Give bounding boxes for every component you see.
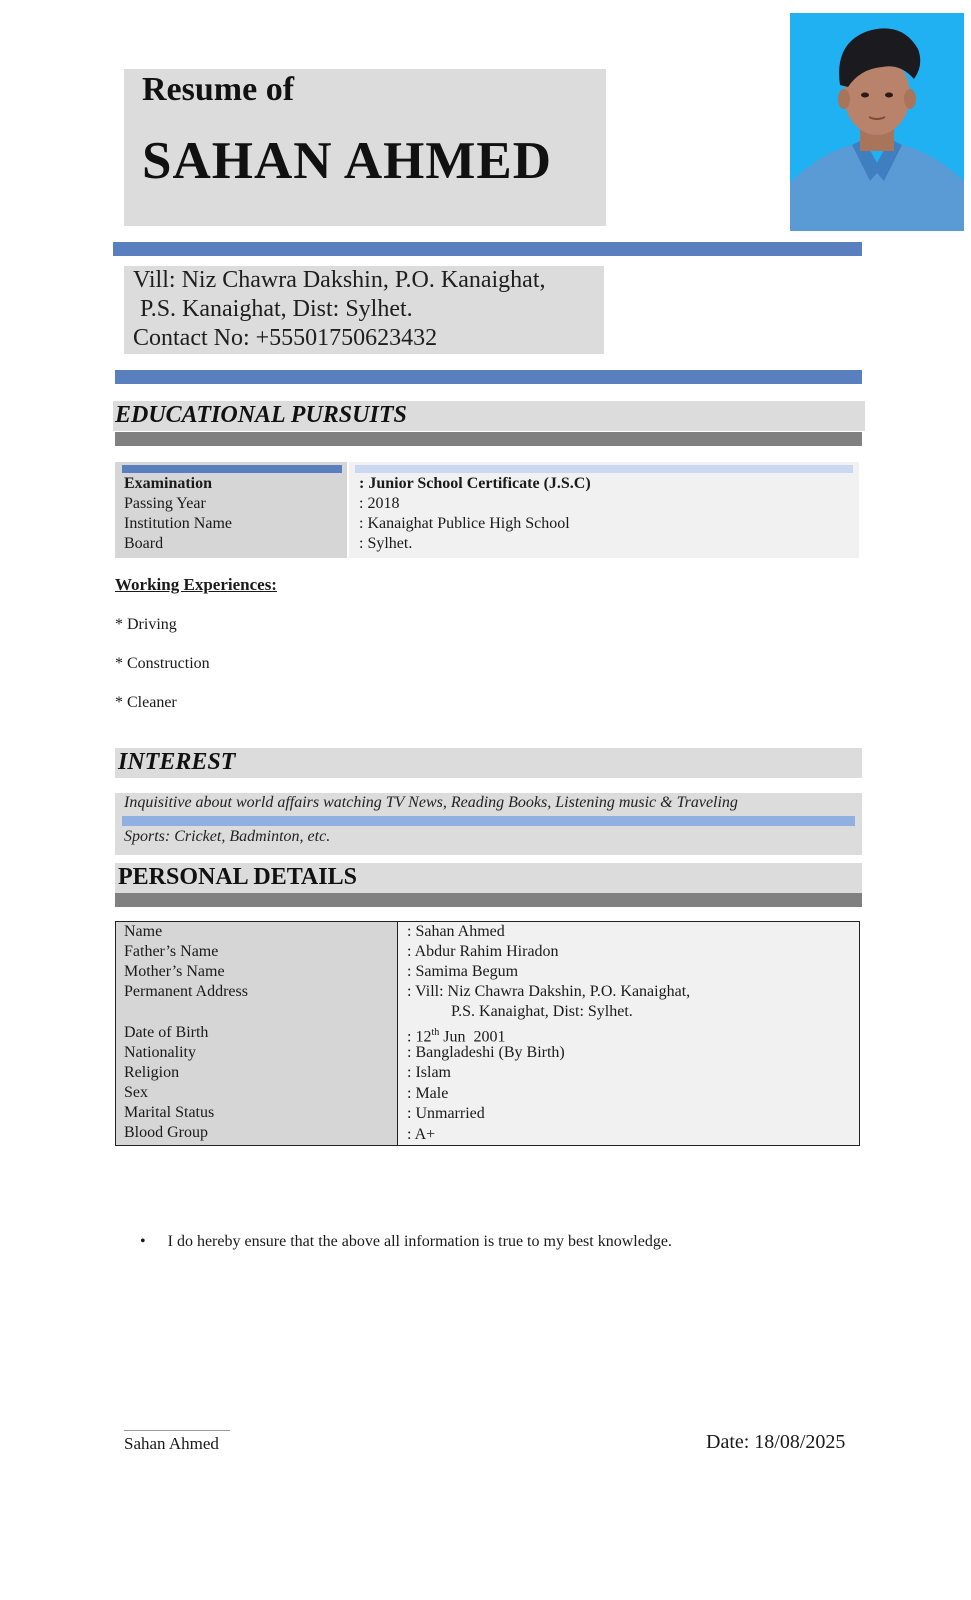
pd-value: : Samima Begum — [407, 963, 519, 980]
divider-bar — [115, 893, 862, 907]
address-line-1: Vill: Niz Chawra Dakshin, P.O. Kanaighat, — [133, 267, 546, 293]
pd-value: P.S. Kanaighat, Dist: Sylhet. — [451, 1003, 633, 1020]
section-title-education: EDUCATIONAL PURSUITS — [115, 402, 407, 428]
declaration — [140, 1233, 672, 1251]
divider-bar — [115, 370, 862, 384]
declaration-text: I do hereby ensure that the above all information is true to my best knowledge. — [167, 1233, 672, 1250]
dob-month-year: Jun 2001 — [439, 1028, 506, 1046]
edu-value: : Kanaighat Publice High School — [359, 515, 570, 532]
pd-label: Religion — [124, 1064, 180, 1081]
pd-value: : Male — [407, 1085, 449, 1102]
work-item: * Construction — [115, 655, 210, 672]
title-box — [124, 69, 606, 226]
accent-strip — [355, 465, 853, 473]
pd-label: Permanent Address — [124, 983, 248, 1000]
section-band-interest — [115, 748, 862, 778]
signature-line — [124, 1430, 230, 1431]
work-item: * Driving — [115, 616, 177, 633]
address-box — [124, 266, 604, 354]
pd-value: : A+ — [407, 1126, 436, 1143]
pd-label: Mother’s Name — [124, 963, 225, 980]
divider-bar — [115, 432, 862, 446]
edu-label: Institution Name — [124, 515, 232, 532]
pd-value: : Islam — [407, 1064, 451, 1081]
pd-label: Nationality — [124, 1044, 196, 1061]
person-photo-icon — [790, 13, 964, 231]
personal-labels — [116, 922, 398, 1145]
interest-line: Inquisitive about world affairs watching TV News, Reading Books, Listening music & Traveling — [124, 794, 738, 811]
pd-label: Blood Group — [124, 1124, 208, 1141]
accent-strip — [122, 816, 855, 826]
address-line-2: P.S. Kanaighat, Dist: Sylhet. — [140, 296, 413, 322]
section-band-education — [113, 401, 865, 431]
profile-photo — [790, 13, 964, 231]
applicant-name: SAHAN AHMED — [142, 132, 553, 190]
edu-label: Passing Year — [124, 495, 206, 512]
pd-value: : Abdur Rahim Hiradon — [407, 943, 559, 960]
edu-label: Board — [124, 535, 164, 552]
pd-label: Father’s Name — [124, 943, 219, 960]
work-heading: Working Experiences: — [115, 575, 277, 594]
bullet-icon: • — [140, 1233, 146, 1250]
pd-label: Date of Birth — [124, 1024, 209, 1041]
sports-line: Sports: Cricket, Badminton, etc. — [124, 828, 331, 845]
pd-value: : Bangladeshi (By Birth) — [407, 1044, 565, 1061]
work-item: * Cleaner — [115, 694, 177, 711]
personal-values — [398, 922, 859, 1145]
pd-label: Name — [124, 923, 163, 940]
pd-label: Sex — [124, 1084, 148, 1101]
section-title-interest: INTEREST — [118, 749, 236, 775]
accent-strip — [122, 465, 342, 473]
edu-value: : 2018 — [359, 495, 400, 512]
pd-value: : Sahan Ahmed — [407, 923, 505, 940]
education-labels — [115, 462, 347, 558]
personal-details-table — [115, 921, 860, 1146]
resume-of-label: Resume of — [142, 71, 295, 108]
pd-value: : Vill: Niz Chawra Dakshin, P.O. Kanaighat, — [407, 983, 691, 1000]
divider-bar — [113, 242, 862, 256]
section-title-personal: PERSONAL DETAILS — [118, 864, 357, 890]
edu-value: : Junior School Certificate (J.S.C) — [359, 475, 591, 492]
date: Date: 18/08/2025 — [706, 1431, 846, 1453]
interest-box — [115, 793, 862, 855]
edu-label: Examination — [124, 475, 213, 492]
signature-name: Sahan Ahmed — [124, 1434, 219, 1453]
pd-value: : Unmarried — [407, 1105, 485, 1122]
section-band-personal — [115, 863, 862, 893]
dob-day: : 12 — [407, 1028, 432, 1046]
pd-label: Marital Status — [124, 1104, 215, 1121]
dob-suffix: th — [431, 1027, 440, 1038]
edu-value: : Sylhet. — [359, 535, 413, 552]
education-values — [349, 462, 859, 558]
contact-number: Contact No: +55501750623432 — [133, 325, 438, 351]
